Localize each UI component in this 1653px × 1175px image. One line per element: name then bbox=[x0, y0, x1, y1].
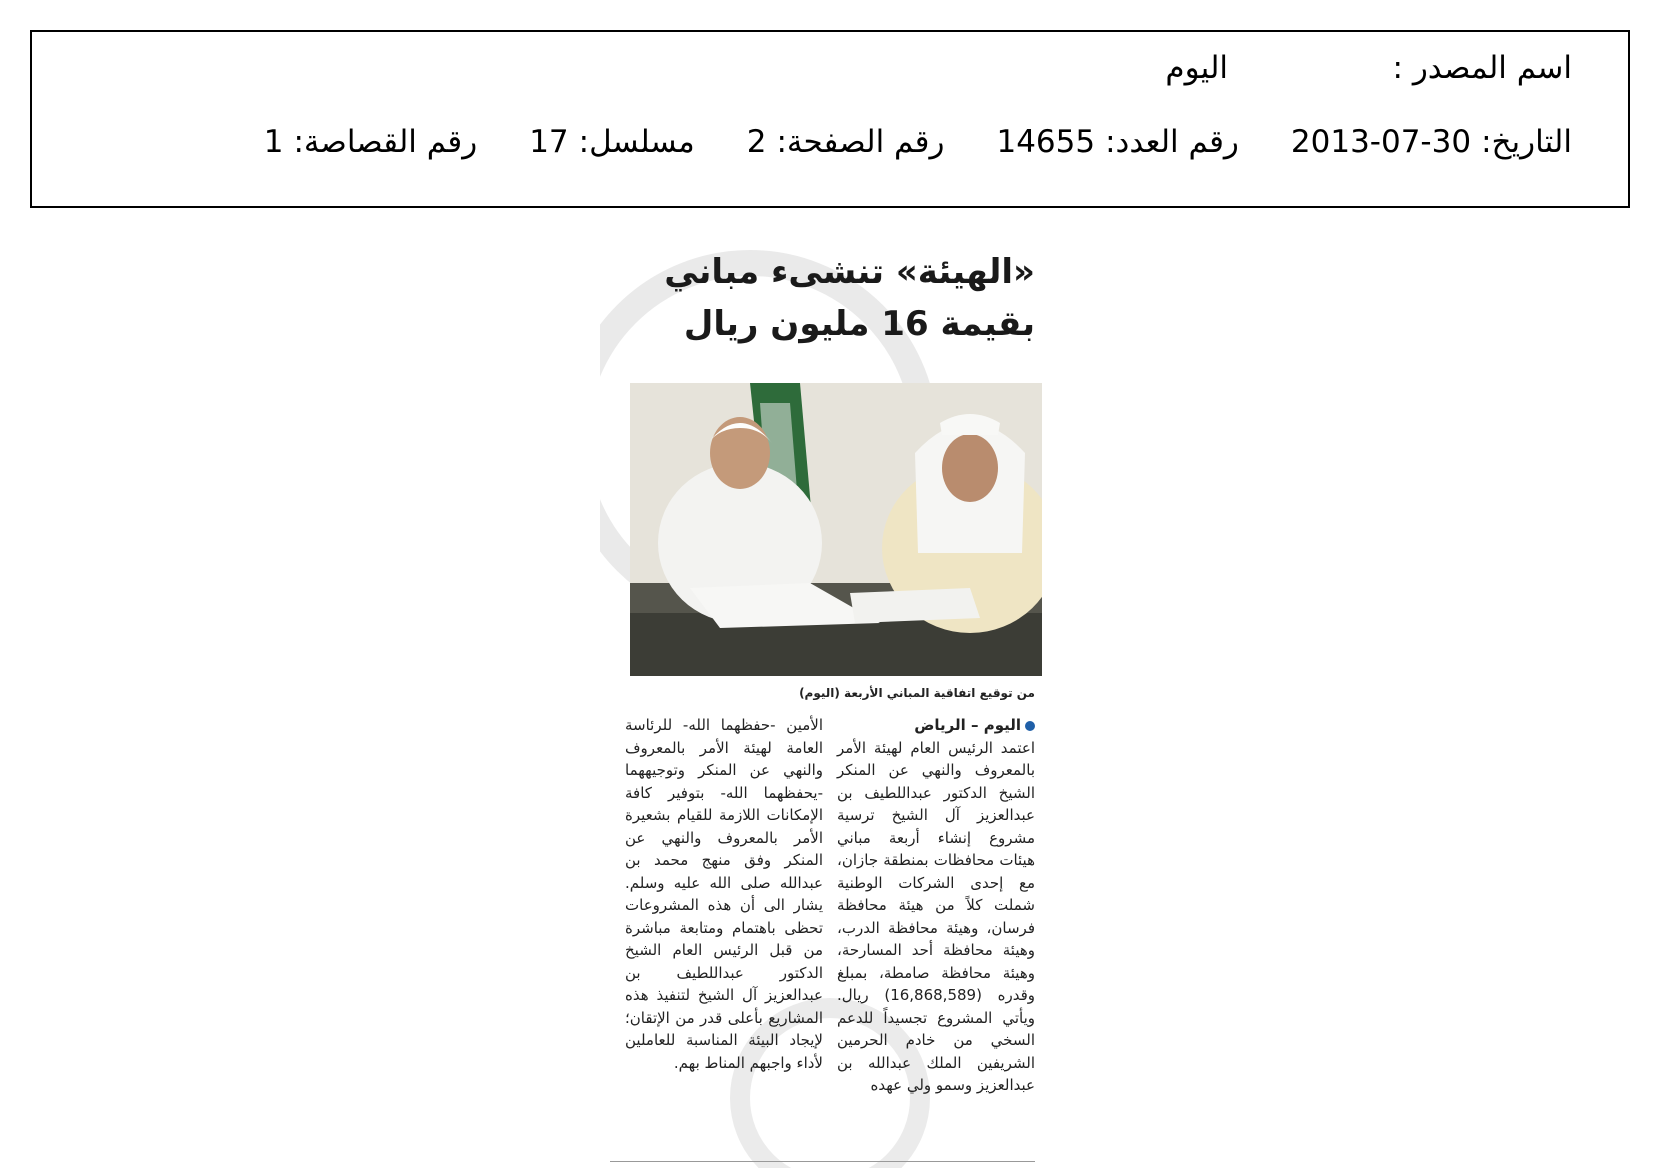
newspaper-clipping bbox=[600, 238, 1045, 1168]
article-column-left: الأمين -حفظهما الله- للرئاسة العامة لهيئة الأمر بالمعروف والنهي عن المنكر وتوجيههما -يحفظهما الله- بتوفير كافة الإمكانات اللازمة للقيام بشعيرة الأمر بالمعروف والنهي عن المنكر وفق منهج محمد بن عبدالله صلى الله عليه وسلم. يشار الى أن هذه المشروعات تحظى باهتمام ومتابعة مباشرة من قبل الرئيس العام الشيخ الدكتور عبداللطيف بن عبدالعزيز آل الشيخ لتنفيذ هذه المشاريع بأعلى قدر من الإتقان؛ لإيجاد البيئة المناسبة للعاملين لأداء واجبهم المناط بهم. bbox=[625, 716, 823, 1072]
issue-value: 14655 bbox=[996, 124, 1096, 160]
clip-label: رقم القصاصة: bbox=[293, 124, 478, 160]
signing-photo-illustration bbox=[630, 383, 1042, 676]
serial-label: مسلسل: bbox=[578, 124, 695, 160]
article-headline: «الهيئة» تنشىء مباني بقيمة 16 مليون ريال bbox=[664, 252, 1035, 344]
article-body-right: اعتمد الرئيس العام لهيئة الأمر بالمعروف والنهي عن المنكر الشيخ الدكتور عبداللطيف بن عبدالعزيز آل الشيخ ترسية مشروع إنشاء أربعة مباني هيئات محافظات بمنطقة جازان، مع إحدى الشركات الوطنية شملت كلاً من هيئة محافظة فرسان، وهيئة محافظة الدرب، وهيئة محافظة أحد المسارحة، وهيئة محافظة صامطة، بمبلغ وقدره (16,868,589) ريال. ويأتي المشروع تجسيداً للدعم السخي من خادم الحرمين الشريفين الملك عبدالله بن عبدالعزيز وسمو ولي عهده bbox=[837, 738, 1035, 1094]
source-value: اليوم bbox=[1165, 50, 1228, 86]
date-label: التاريخ: bbox=[1481, 124, 1572, 160]
issue-label: رقم العدد: bbox=[1105, 124, 1239, 160]
metadata-line bbox=[264, 124, 1572, 160]
clipping-metadata-box bbox=[30, 30, 1630, 208]
dateline-text: اليوم – الرياض bbox=[914, 716, 1021, 734]
clipping-bottom-rule bbox=[610, 1161, 1035, 1162]
article-dateline bbox=[837, 714, 1035, 737]
article-column-right bbox=[837, 714, 1035, 1097]
clip-value: 1 bbox=[263, 124, 284, 160]
page-value: 2 bbox=[746, 124, 767, 160]
article-photo bbox=[630, 383, 1042, 676]
bullet-icon bbox=[1025, 721, 1035, 731]
source-label: اسم المصدر : bbox=[1392, 50, 1572, 86]
photo-caption: من توقيع اتفاقية المباني الأربعة (اليوم) bbox=[799, 686, 1035, 700]
page-label: رقم الصفحة: bbox=[776, 124, 945, 160]
serial-value: 17 bbox=[529, 124, 569, 160]
date-value: 2013-07-30 bbox=[1290, 124, 1472, 160]
